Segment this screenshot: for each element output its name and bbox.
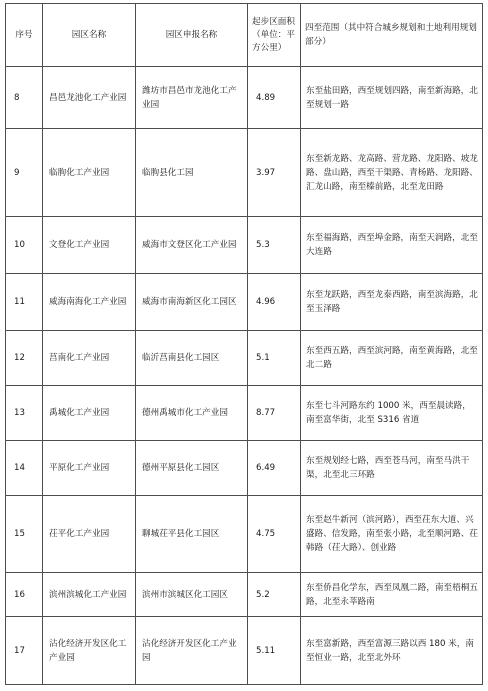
boundary-scope: 东至龙跃路，西至龙泰西路，南至滨海路，北至玉泽路 [301, 274, 483, 331]
start-area-value: 5.2 [248, 573, 301, 617]
row-number: 11 [6, 274, 43, 331]
boundary-scope: 东至规划经七路，西至苍马河，南至马洪干渠，北至北三环路 [301, 441, 483, 496]
boundary-scope: 东至新龙路、龙高路、营龙路、龙阳路、坡龙路、盘山路，西至干渠路、青杨路、龙阳路、汇龙山路，南至榛前路，北至龙田路 [301, 129, 483, 217]
start-area-value: 5.11 [248, 617, 301, 685]
boundary-scope: 东至福海路，西至埠金路，南至天润路，北至大连路 [301, 217, 483, 274]
start-area-value: 6.49 [248, 441, 301, 496]
park-applicant-name: 德州平原县化工园区 [136, 441, 248, 496]
park-name: 莒南化工产业园 [43, 331, 136, 386]
park-name: 文登化工产业园 [43, 217, 136, 274]
park-applicant-name: 潍坊市昌邑市龙池化工产业园 [136, 67, 248, 129]
table-row [6, 573, 483, 617]
park-name: 临朐化工产业园 [43, 129, 136, 217]
park-applicant-name: 德州禹城市化工产业园 [136, 386, 248, 441]
table-row [6, 331, 483, 386]
boundary-scope: 东至西五路，西至滨河路，南至黄海路，北至北二路 [301, 331, 483, 386]
header-no: 序号 [6, 4, 43, 67]
header-applicant: 园区申报名称 [136, 4, 248, 67]
start-area-value: 4.96 [248, 274, 301, 331]
park-applicant-name: 威海市文登区化工产业园 [136, 217, 248, 274]
boundary-scope: 东至盐田路，西至规划四路，南至新海路，北至规划一路 [301, 67, 483, 129]
start-area-value: 3.97 [248, 129, 301, 217]
park-name: 昌邑龙池化工产业园 [43, 67, 136, 129]
table-row [6, 386, 483, 441]
park-name: 威海南海化工产业园 [43, 274, 136, 331]
park-name: 平原化工产业园 [43, 441, 136, 496]
start-area-value: 5.1 [248, 331, 301, 386]
start-area-value: 4.75 [248, 496, 301, 573]
row-number: 8 [6, 67, 43, 129]
row-number: 16 [6, 573, 43, 617]
row-number: 15 [6, 496, 43, 573]
table-row [6, 217, 483, 274]
row-number: 9 [6, 129, 43, 217]
boundary-scope: 东至富新路，西至富源三路以西 180 米，南至恒业一路，北至北外环 [301, 617, 483, 685]
table-row [6, 67, 483, 129]
chemical-park-table [5, 3, 483, 685]
park-name: 沾化经济开发区化工产业园 [43, 617, 136, 685]
row-number: 10 [6, 217, 43, 274]
row-number: 17 [6, 617, 43, 685]
park-applicant-name: 沾化经济开发区化工产业园 [136, 617, 248, 685]
boundary-scope: 东至赵牛新河（滨河路），西至茌东大道、兴盛路、信发路，南至张小路，北至顺河路、茌韩路（茌大路）、创业路 [301, 496, 483, 573]
park-applicant-name: 临朐县化工园 [136, 129, 248, 217]
header-name: 园区名称 [43, 4, 136, 67]
row-number: 12 [6, 331, 43, 386]
boundary-scope: 东至侨昌化学东，西至凤凰二路，南至梧桐五路，北至永莘路南 [301, 573, 483, 617]
table-row [6, 441, 483, 496]
table-row [6, 274, 483, 331]
start-area-value: 5.3 [248, 217, 301, 274]
park-name: 滨州滨城化工产业园 [43, 573, 136, 617]
park-applicant-name: 威海市南海新区化工园区 [136, 274, 248, 331]
table-row [6, 496, 483, 573]
table-row [6, 617, 483, 685]
header-scope: 四至范围（其中符合城乡规划和土地利用规划部分） [301, 4, 483, 67]
row-number: 13 [6, 386, 43, 441]
park-name: 茌平化工产业园 [43, 496, 136, 573]
header-area: 起步区面积（单位：平方公里） [248, 4, 301, 67]
park-applicant-name: 滨州市滨城区化工园区 [136, 573, 248, 617]
row-number: 14 [6, 441, 43, 496]
park-applicant-name: 临沂莒南县化工园区 [136, 331, 248, 386]
boundary-scope: 东至七斗河路东约 1000 米，西至晨读路，南至富华街，北至 S316 省道 [301, 386, 483, 441]
table-row [6, 129, 483, 217]
table-header-row [6, 4, 483, 67]
park-name: 禹城化工产业园 [43, 386, 136, 441]
park-applicant-name: 聊城茌平县化工园区 [136, 496, 248, 573]
table-body [6, 67, 483, 685]
start-area-value: 8.77 [248, 386, 301, 441]
start-area-value: 4.89 [248, 67, 301, 129]
